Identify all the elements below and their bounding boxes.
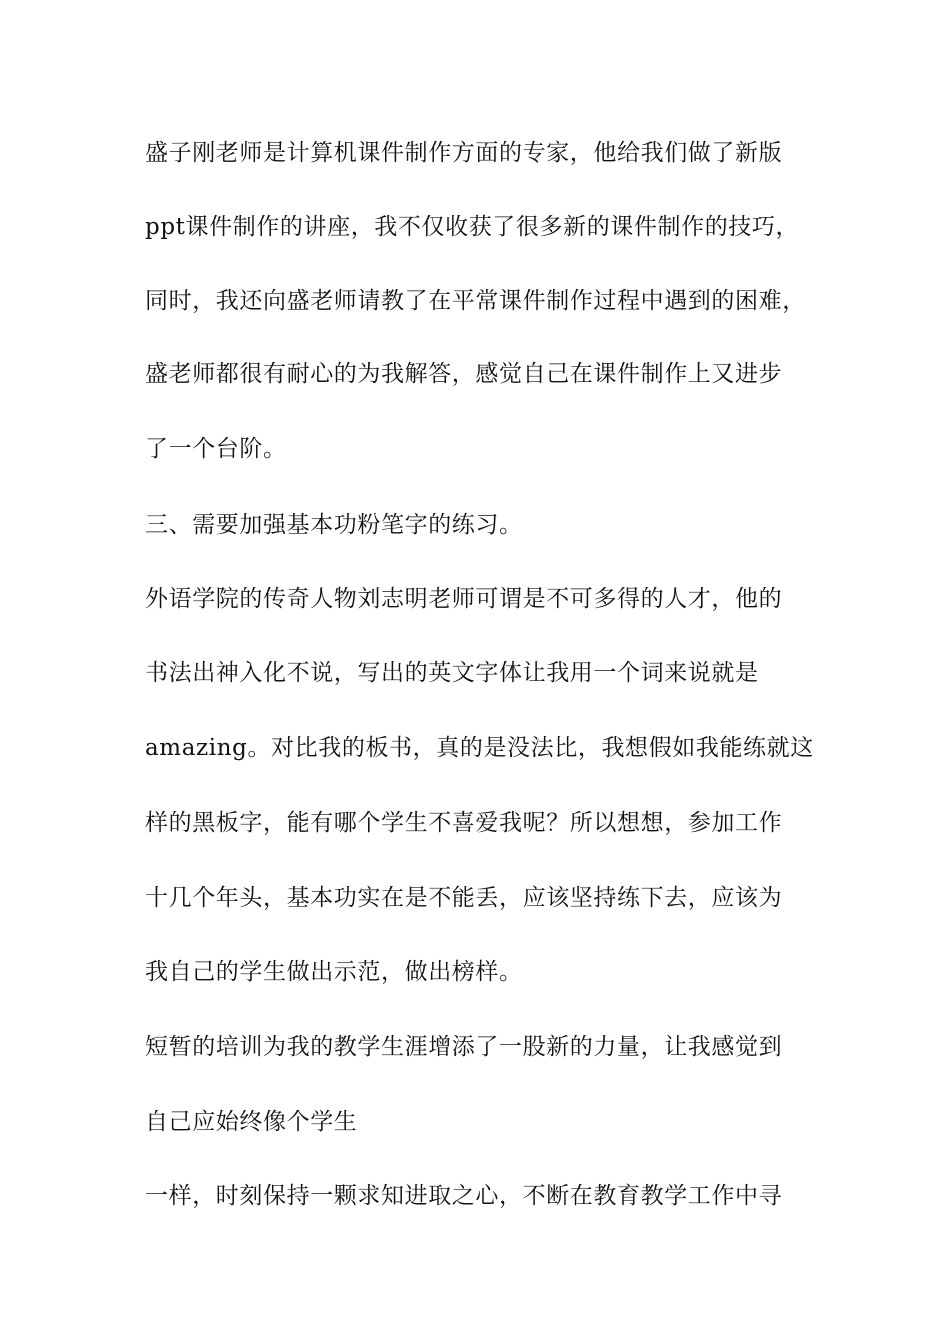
text-line-13: 短暂的培训为我的教学生涯增添了一股新的力量，让我感觉到 xyxy=(145,1034,783,1060)
text-line-2: ppt课件制作的讲座，我不仅收获了很多新的课件制作的技巧， xyxy=(145,214,800,240)
text-line-12: 我自己的学生做出示范，做出榜样。 xyxy=(145,959,523,985)
text-line-7: 外语学院的传奇人物刘志明老师可谓是不可多得的人才，他的 xyxy=(145,586,783,612)
text-line-11: 十几个年头，基本功实在是不能丢，应该坚持练下去，应该为 xyxy=(145,885,783,911)
text-line-10: 样的黑板字，能有哪个学生不喜爱我呢？所以想想，参加工作 xyxy=(145,810,783,836)
text-line-1: 盛子刚老师是计算机课件制作方面的专家，他给我们做了新版 xyxy=(145,140,783,166)
text-line-3: 同时，我还向盛老师请教了在平常课件制作过程中遇到的困难， xyxy=(145,288,806,314)
text-line-14: 自己应始终像个学生 xyxy=(145,1109,358,1135)
section-heading: 三、需要加强基本功粉笔字的练习。 xyxy=(145,512,523,538)
text-line-4: 盛老师都很有耐心的为我解答，感觉自己在课件制作上又进步 xyxy=(145,361,783,387)
text-line-9: amazing。对比我的板书，真的是没法比，我想假如我能练就这 xyxy=(145,735,814,761)
text-line-5: 了一个台阶。 xyxy=(145,436,287,462)
text-line-8: 书法出神入化不说，写出的英文字体让我用一个词来说就是 xyxy=(145,660,759,686)
text-line-15: 一样，时刻保持一颗求知进取之心，不断在教育教学工作中寻 xyxy=(145,1183,783,1209)
